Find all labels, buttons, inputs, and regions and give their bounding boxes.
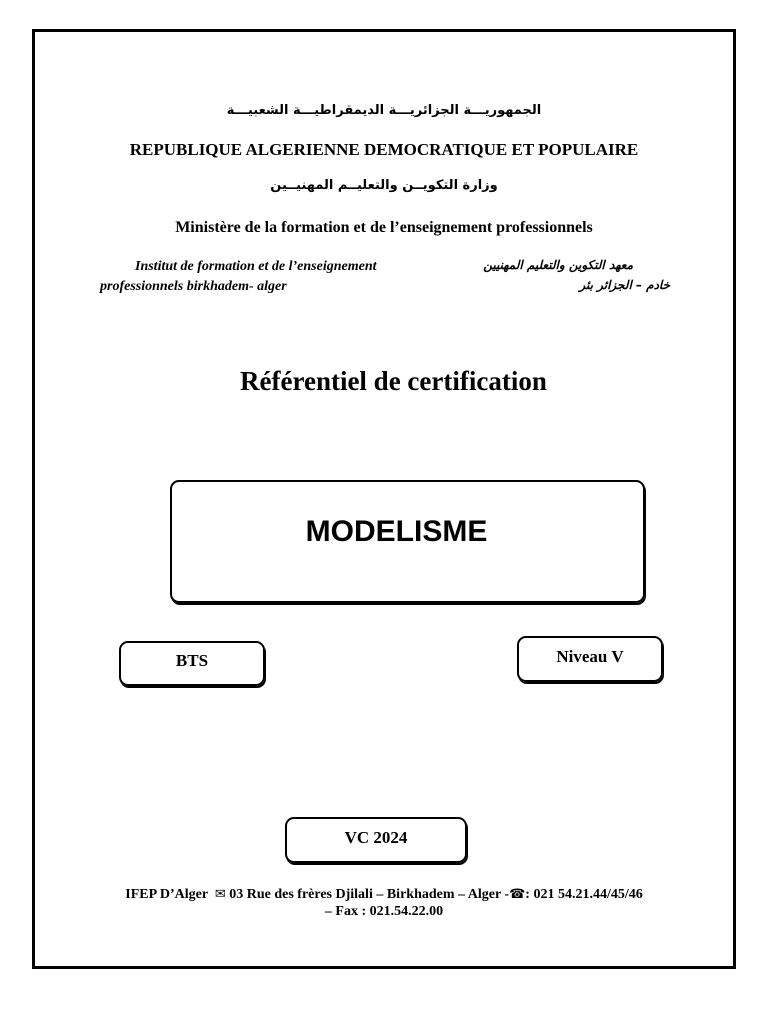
footer-address: 03 Rue des frères Djilali – Birkhadem – Alger - (229, 887, 510, 902)
diploma-label: BTS (175, 651, 209, 670)
envelope-icon: ✉ (214, 887, 226, 902)
french-ministry-heading: Ministère de la formation et de l’enseignement professionnels (175, 219, 593, 236)
level-label: Niveau V (556, 646, 624, 666)
institute-arabic-line2: خادم – الجزائر بئر (579, 278, 670, 292)
arabic-republic-heading: الجمهوريـــة الجزائريـــة الديمقراطيـــة الشعبيـــة (226, 103, 542, 118)
footer-org: IFEP D’Alger (125, 887, 208, 902)
institute-arabic-line1: معهد التكوين والتعليم المهنيين (483, 258, 633, 272)
telephone-icon: ☎ (509, 887, 526, 902)
specialty-box (170, 480, 645, 603)
version-label: VC 2024 (344, 827, 408, 847)
version-box (285, 817, 467, 863)
arabic-ministry-heading: وزارة التكويــن والتعليــم المهنيــين (270, 178, 498, 193)
french-republic-heading: REPUBLIQUE ALGERIENNE DEMOCRATIQUE ET POPULAIRE (129, 140, 639, 159)
specialty-label: MODELISME (305, 514, 488, 548)
footer-contact-line (0, 887, 768, 903)
document-title: Référentiel de certification (240, 366, 547, 396)
institute-french-line2: professionnels birkhadem- alger (100, 279, 287, 294)
institute-french-line1: Institut de formation et de l’enseignement (135, 259, 377, 274)
level-box (517, 636, 663, 682)
diploma-box (119, 641, 265, 686)
footer-phone: : 021 54.21.44/45/46 (525, 887, 643, 902)
footer-fax-line: – Fax : 021.54.22.00 (324, 904, 444, 919)
